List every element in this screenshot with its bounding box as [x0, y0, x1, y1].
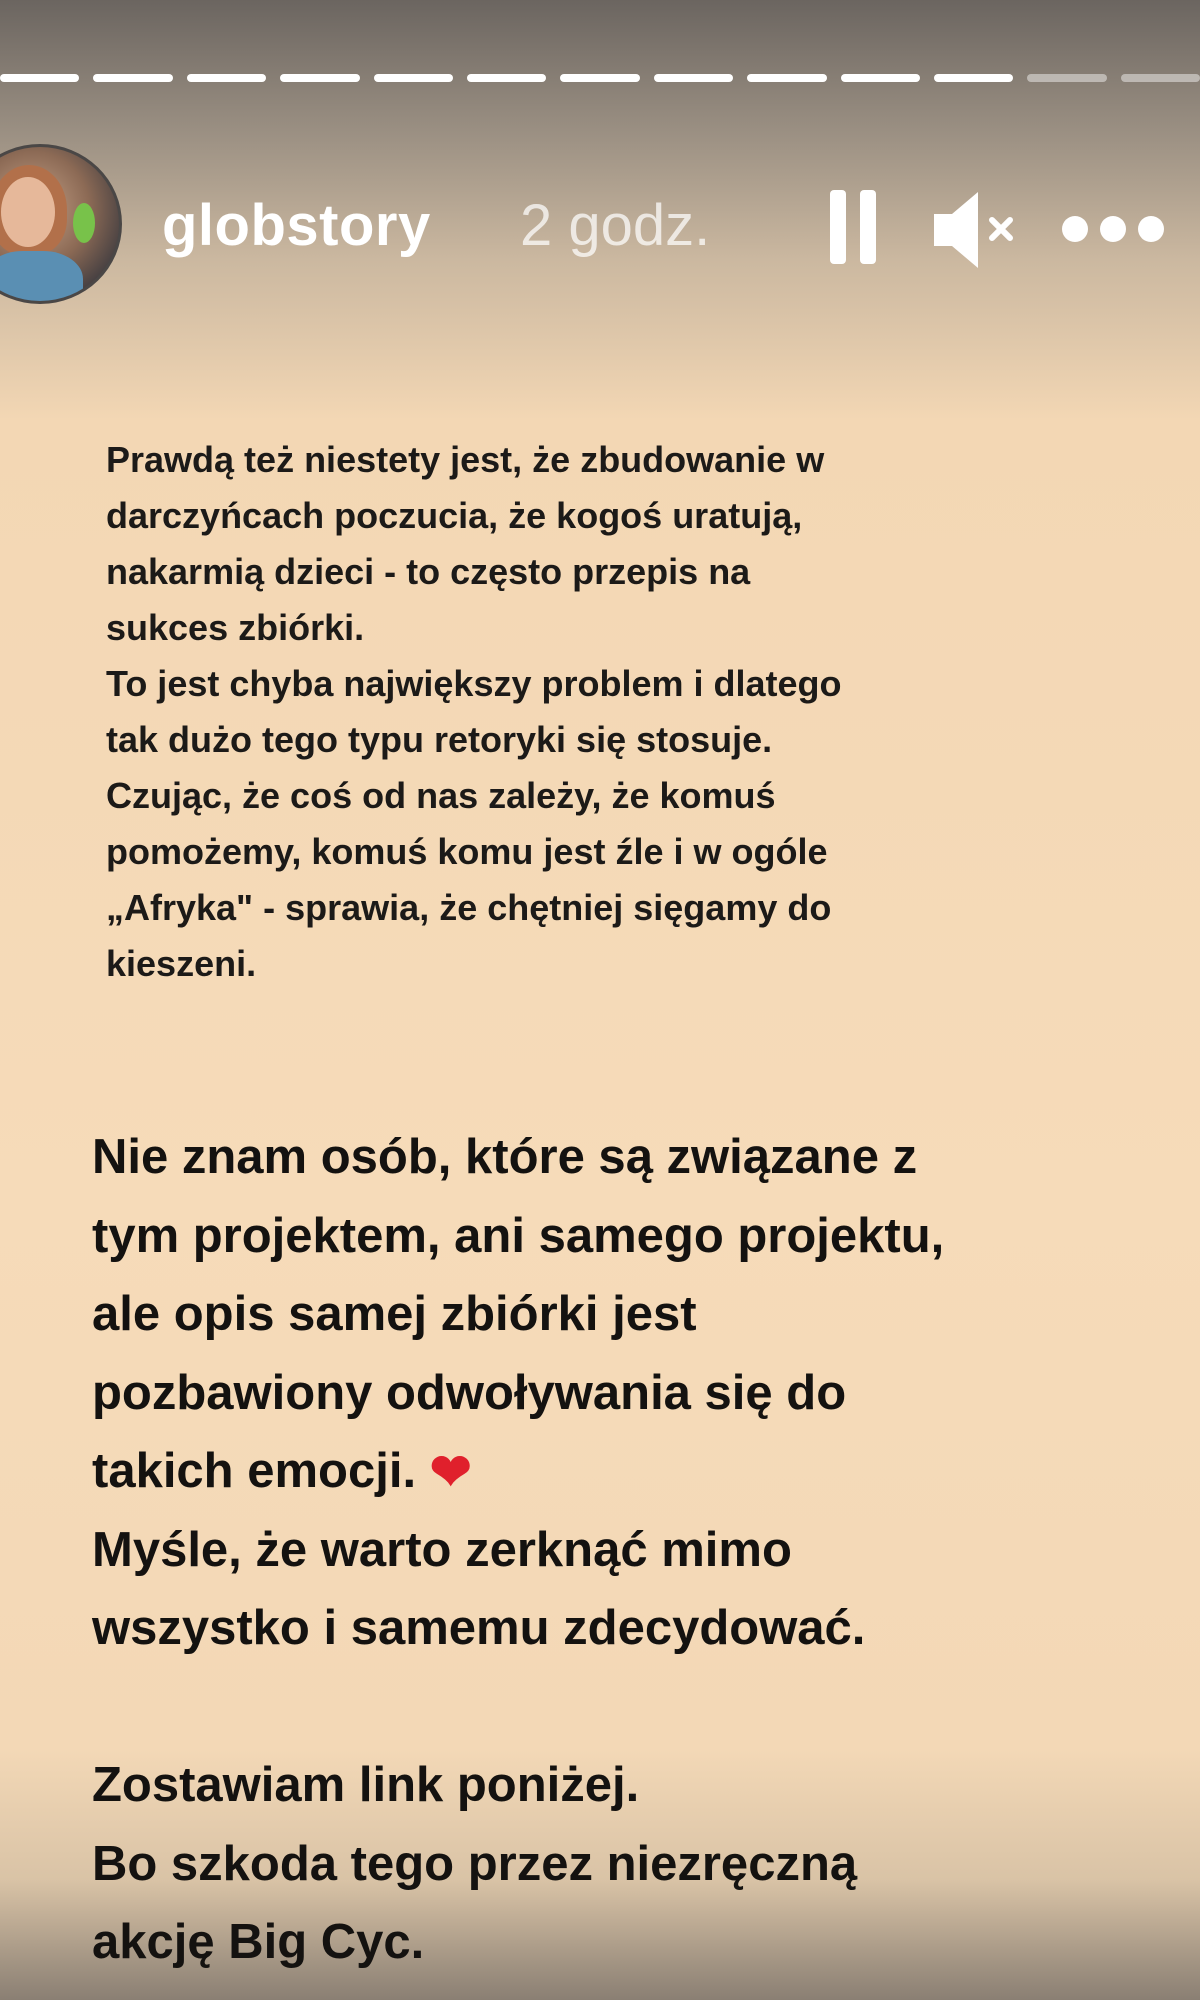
progress-segment: [374, 74, 453, 82]
avatar[interactable]: [0, 144, 122, 304]
post-timestamp: 2 godz.: [520, 193, 711, 258]
story-progress-bar: [0, 74, 1200, 84]
progress-segment: [747, 74, 826, 82]
story-text-large-part1: Nie znam osób, które są związane z tym projektem, ani samego projektu, ale opis samej zbiórki jest pozbawiony odwoływania się do takich emocji.: [92, 1130, 945, 1498]
story-text-large-part2: Myśle, że warto zerknąć mimo wszystko i samemu zdecydować. Zostawiam link poniżej. Bo szkoda tego przez niezręczną akcję Big Cyc.: [92, 1522, 866, 1969]
progress-segment: [1121, 74, 1200, 82]
progress-segment: [654, 74, 733, 82]
progress-segment: [0, 74, 79, 82]
username-link[interactable]: globstory: [162, 193, 431, 258]
story-text-small: Prawdą też niestety jest, że zbudowanie w darczyńcach poczucia, że kogoś uratują, nakarmią dzieci - to często przepis na sukces zbiórki. To jest chyba największy problem i dlatego tak dużo tego typu retoryki się stosuje. Czując, że coś od nas zależy, że komuś pomożemy, komuś komu jest źle i w ogóle „Afryka" - sprawia, że chętniej sięgamy do kieszeni.: [106, 439, 842, 984]
progress-segment: [93, 74, 172, 82]
heart-emoji-icon: ❤: [429, 1444, 472, 1500]
progress-segment: [187, 74, 266, 82]
speaker-muted-icon[interactable]: [932, 190, 1022, 270]
story-text-large: [92, 1118, 1172, 1982]
progress-segment: [280, 74, 359, 82]
story-header: [0, 140, 1200, 310]
progress-segment: [934, 74, 1013, 82]
progress-segment: [467, 74, 546, 82]
progress-segment: [560, 74, 639, 82]
progress-segment: [841, 74, 920, 82]
more-options-icon[interactable]: [1062, 214, 1172, 244]
pause-icon[interactable]: [826, 190, 882, 264]
progress-segment: [1027, 74, 1106, 82]
